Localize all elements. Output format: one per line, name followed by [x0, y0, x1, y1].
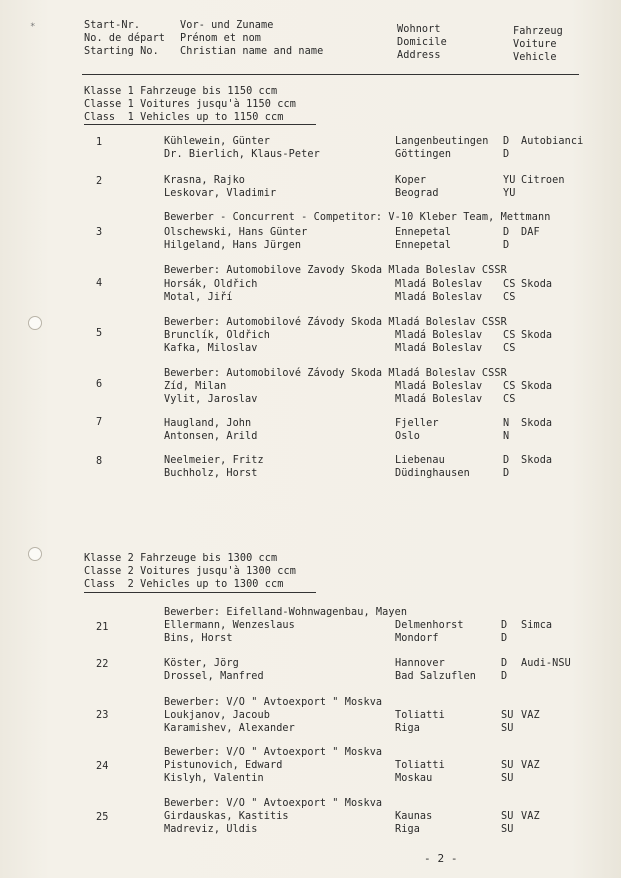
driver-name: Neelmeier, Fritz: [164, 455, 264, 466]
header-start-no-en: Starting No.: [84, 46, 159, 57]
start-number: 6: [96, 379, 103, 390]
driver-town: Delmenhorst: [395, 620, 464, 631]
vehicle-make: Skoda: [521, 418, 553, 429]
driver-name: Kafka, Miloslav: [164, 342, 258, 354]
driver-country: YU: [503, 187, 516, 199]
start-number: 8: [96, 456, 103, 467]
driver-town: Kaunas: [395, 811, 433, 822]
class1-heading-en: Class 1 Vehicles up to 1150 ccm: [84, 112, 284, 123]
driver-country: SU: [501, 760, 514, 771]
driver-country: N: [503, 418, 510, 429]
driver-town: Ennepetal: [395, 227, 452, 238]
driver-country: D: [503, 136, 510, 147]
driver-name: Dr. Bierlich, Klaus-Peter: [164, 148, 320, 160]
driver-town: Liebenau: [395, 455, 445, 466]
driver-country: SU: [501, 811, 514, 822]
header-rule: [82, 74, 579, 75]
driver-town: Ennepetal: [395, 239, 452, 251]
vehicle-make: Skoda: [521, 330, 553, 341]
class1-underline: [84, 124, 316, 125]
driver-town: Koper: [395, 175, 427, 186]
header-address-fr: Domicile: [397, 37, 447, 48]
driver-name: Zíd, Milan: [164, 381, 227, 392]
driver-town: Riga: [395, 722, 420, 734]
driver-country: D: [503, 148, 510, 160]
driver-country: CS: [503, 393, 516, 405]
driver-country: SU: [501, 710, 514, 721]
driver-name: Vylit, Jaroslav: [164, 393, 258, 405]
driver-name: Kühlewein, Günter: [164, 136, 270, 147]
start-number: 25: [96, 812, 109, 823]
punch-hole: [28, 316, 42, 330]
vehicle-make: Citroen: [521, 175, 565, 186]
start-number: 7: [96, 417, 103, 428]
driver-name: Horsák, Oldřich: [164, 279, 258, 290]
driver-country: CS: [503, 291, 516, 303]
vehicle-make: Autobianci: [521, 136, 584, 147]
driver-name: Olschewski, Hans Günter: [164, 227, 308, 238]
vehicle-make: Audi-NSU: [521, 658, 571, 669]
competitor-line: Bewerber: V/O " Avtoexport " Moskva: [164, 798, 383, 809]
driver-name: Buchholz, Horst: [164, 467, 258, 479]
driver-country: SU: [501, 823, 514, 835]
driver-name: Antonsen, Arild: [164, 430, 258, 442]
driver-country: CS: [503, 330, 516, 341]
driver-town: Toliatti: [395, 710, 445, 721]
driver-country: D: [503, 455, 510, 466]
driver-country: CS: [503, 342, 516, 354]
header-start-no-fr: No. de départ: [84, 33, 166, 44]
driver-name: Loukjanov, Jacoub: [164, 710, 270, 721]
vehicle-make: Skoda: [521, 279, 553, 290]
driver-town: Mondorf: [395, 632, 439, 644]
header-vehicle-en: Vehicle: [513, 52, 557, 63]
header-name-de: Vor- und Zuname: [180, 20, 274, 31]
driver-name: Haugland, John: [164, 418, 252, 429]
driver-town: Mladá Boleslav: [395, 393, 483, 405]
class1-heading-de: Klasse 1 Fahrzeuge bis 1150 ccm: [84, 86, 278, 97]
driver-name: Girdauskas, Kastitis: [164, 811, 289, 822]
competitor-line: Bewerber: Eifelland-Wohnwagenbau, Mayen: [164, 607, 408, 618]
driver-name: Karamishev, Alexander: [164, 722, 295, 734]
class1-heading-fr: Classe 1 Voitures jusqu'à 1150 ccm: [84, 99, 296, 110]
driver-name: Köster, Jörg: [164, 658, 239, 669]
driver-name: Pistunovich, Edward: [164, 760, 283, 771]
class2-heading-fr: Classe 2 Voitures jusqu'à 1300 ccm: [84, 566, 296, 577]
driver-town: Toliatti: [395, 760, 445, 771]
competitor-line: Bewerber: V/O " Avtoexport " Moskva: [164, 697, 383, 708]
driver-name: Motal, Jiří: [164, 291, 233, 303]
vehicle-make: Skoda: [521, 455, 553, 466]
driver-country: YU: [503, 175, 516, 186]
driver-town: Fjeller: [395, 418, 439, 429]
driver-country: D: [501, 620, 508, 631]
vehicle-make: Skoda: [521, 381, 553, 392]
header-address-de: Wohnort: [397, 24, 441, 35]
vehicle-make: DAF: [521, 227, 540, 238]
driver-town: Mladá Boleslav: [395, 291, 483, 303]
driver-country: D: [501, 670, 508, 682]
page-number: - 2 -: [424, 852, 458, 865]
driver-country: CS: [503, 381, 516, 392]
driver-town: Mladá Boleslav: [395, 381, 483, 392]
driver-name: Madreviz, Uldis: [164, 823, 258, 835]
competitor-line: Bewerber: Automobilové Závody Skoda Mladá Boleslav CSSR: [164, 317, 507, 328]
driver-town: Langenbeutingen: [395, 136, 489, 147]
driver-town: Düdinghausen: [395, 467, 470, 479]
start-number: 24: [96, 761, 109, 772]
start-number: 2: [96, 176, 103, 187]
start-number: 4: [96, 278, 103, 289]
vehicle-make: VAZ: [521, 710, 540, 721]
driver-country: N: [503, 430, 510, 442]
driver-name: Ellermann, Wenzeslaus: [164, 620, 295, 631]
driver-country: D: [503, 467, 510, 479]
start-number: 3: [96, 227, 103, 238]
driver-town: Mladá Boleslav: [395, 342, 483, 354]
driver-country: SU: [501, 772, 514, 784]
vehicle-make: VAZ: [521, 811, 540, 822]
competitor-line: Bewerber: Automobilové Závody Skoda Mladá Boleslav CSSR: [164, 368, 507, 379]
header-address-en: Address: [397, 50, 441, 61]
driver-town: Oslo: [395, 430, 420, 442]
driver-town: Mladá Boleslav: [395, 330, 483, 341]
header-vehicle-de: Fahrzeug: [513, 26, 563, 37]
vehicle-make: VAZ: [521, 760, 540, 771]
class2-underline: [84, 592, 316, 593]
start-number: 5: [96, 328, 103, 339]
driver-town: Göttingen: [395, 148, 452, 160]
driver-name: Brunclík, Oldřich: [164, 330, 270, 341]
driver-name: Bins, Horst: [164, 632, 233, 644]
competitor-line: Bewerber: V/O " Avtoexport " Moskva: [164, 747, 383, 758]
driver-town: Moskau: [395, 772, 433, 784]
vehicle-make: Simca: [521, 620, 553, 631]
driver-country: SU: [501, 722, 514, 734]
header-start-no-de: Start-Nr.: [84, 20, 141, 31]
start-number: 22: [96, 659, 109, 670]
header-name-fr: Prénom et nom: [180, 33, 262, 44]
driver-name: Hilgeland, Hans Jürgen: [164, 239, 302, 251]
start-number: 23: [96, 710, 109, 721]
driver-country: CS: [503, 279, 516, 290]
driver-name: Krasna, Rajko: [164, 175, 246, 186]
start-number: 21: [96, 622, 109, 633]
driver-name: Kislyh, Valentin: [164, 772, 264, 784]
driver-name: Leskovar, Vladimir: [164, 187, 277, 199]
driver-town: Hannover: [395, 658, 445, 669]
driver-town: Beograd: [395, 187, 439, 199]
competitor-line: Bewerber - Concurrent - Competitor: V-10 Kleber Team, Mettmann: [164, 212, 551, 223]
header-vehicle-fr: Voiture: [513, 39, 557, 50]
start-number: 1: [96, 137, 103, 148]
corner-mark: *: [30, 22, 36, 32]
driver-country: D: [501, 658, 508, 669]
driver-town: Bad Salzuflen: [395, 670, 477, 682]
driver-country: D: [503, 227, 510, 238]
driver-country: D: [503, 239, 510, 251]
class2-heading-de: Klasse 2 Fahrzeuge bis 1300 ccm: [84, 553, 278, 564]
header-name-en: Christian name and name: [180, 46, 324, 57]
driver-name: Drossel, Manfred: [164, 670, 264, 682]
punch-hole: [28, 547, 42, 561]
driver-country: D: [501, 632, 508, 644]
driver-town: Mladá Boleslav: [395, 279, 483, 290]
competitor-line: Bewerber: Automobilove Zavody Skoda Mlada Boleslav CSSR: [164, 265, 507, 276]
driver-town: Riga: [395, 823, 420, 835]
class2-heading-en: Class 2 Vehicles up to 1300 ccm: [84, 579, 284, 590]
